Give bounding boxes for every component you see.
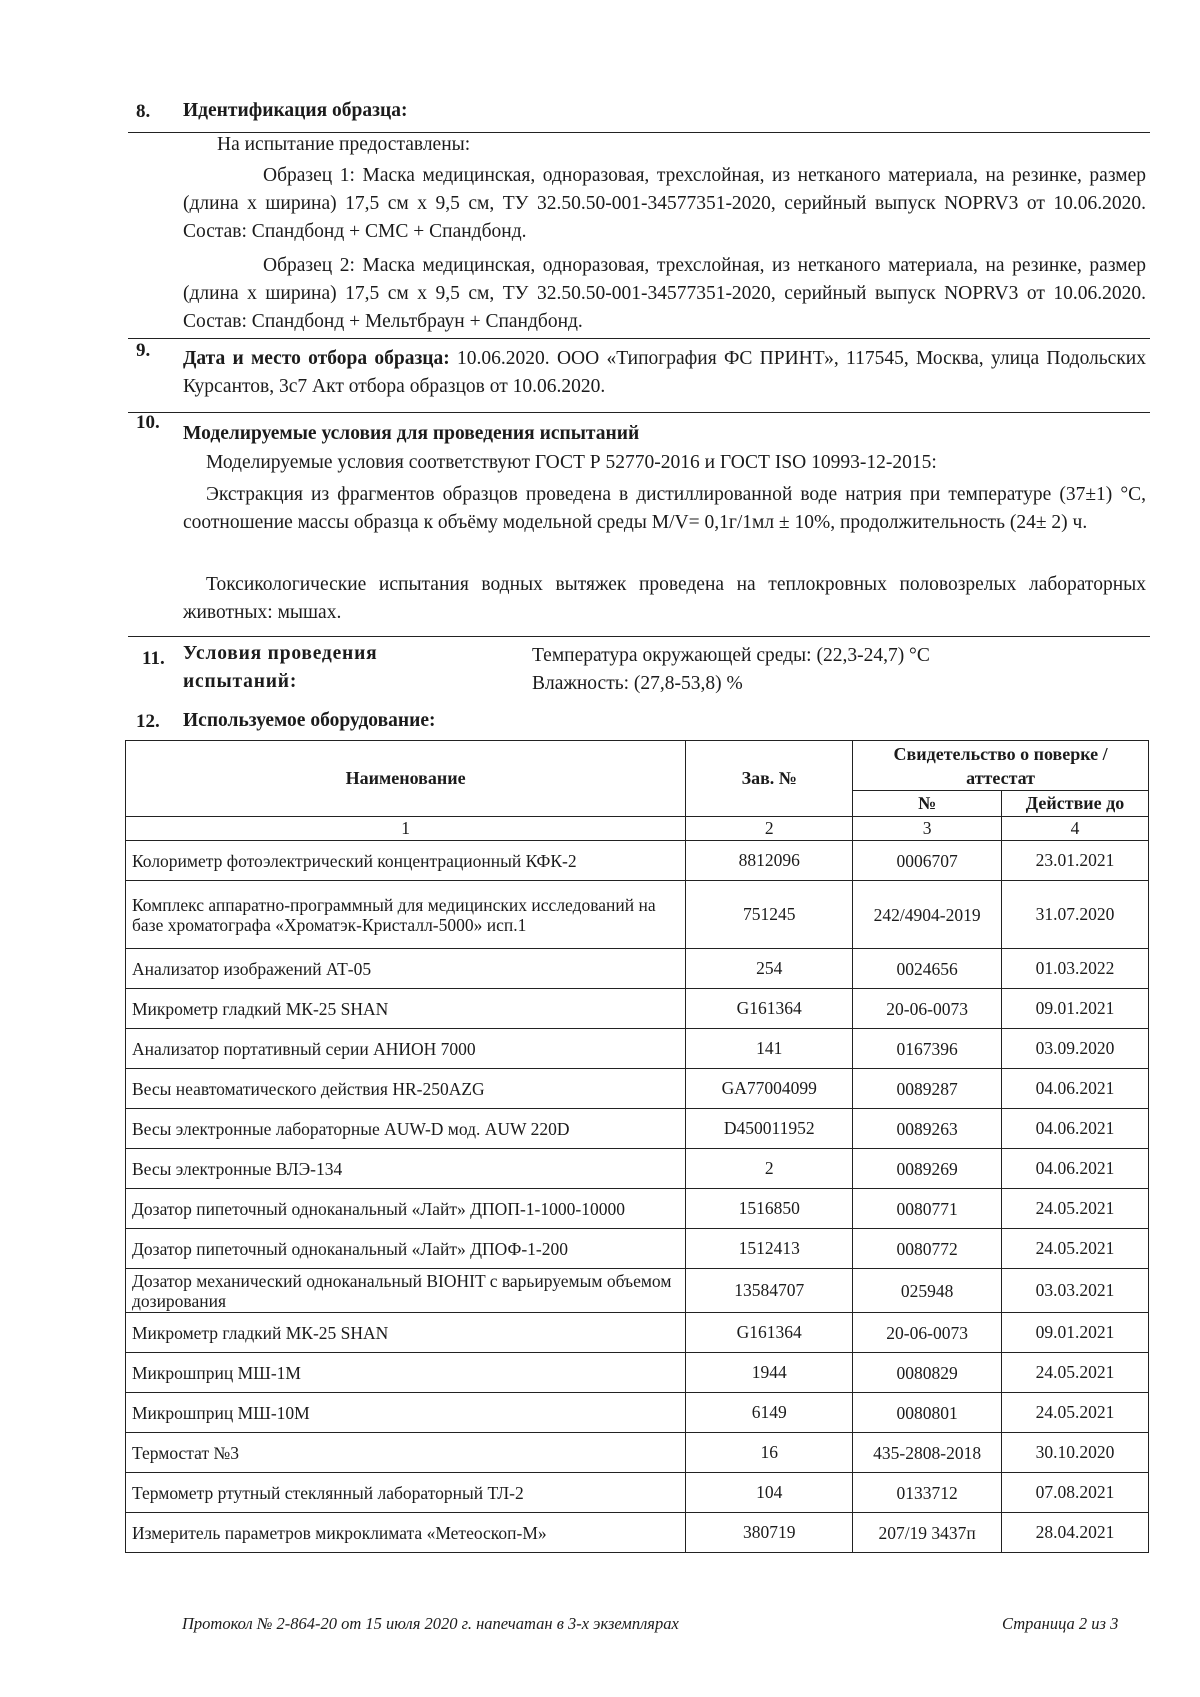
table-row — [126, 841, 1149, 881]
certificate-number: 0080829 — [853, 1353, 1002, 1393]
valid-until: 03.09.2020 — [1002, 1029, 1149, 1069]
column-number: 4 — [1002, 817, 1149, 841]
equipment-name: Весы неавтоматического действия HR-250AZG — [126, 1069, 686, 1109]
table-row — [126, 989, 1149, 1029]
certificate-number: 0006707 — [853, 841, 1002, 881]
equipment-name: Весы электронные ВЛЭ-134 — [126, 1149, 686, 1189]
section-8-number: 8. — [136, 101, 151, 122]
valid-until: 09.01.2021 — [1002, 1313, 1149, 1353]
certificate-number: 0024656 — [853, 949, 1002, 989]
valid-until: 07.08.2021 — [1002, 1473, 1149, 1513]
footer-protocol: Протокол № 2-864-20 от 15 июля 2020 г. напечатан в 3-х экземплярах — [182, 1614, 679, 1633]
equipment-name: Измеритель параметров микроклимата «Метеоскоп-М» — [126, 1513, 686, 1553]
section-10-title: Моделируемые условия для проведения испытаний — [183, 423, 640, 444]
humidity: Влажность: (27,8-53,8) % — [532, 673, 743, 694]
column-number: 1 — [126, 817, 686, 841]
column-numbers-row — [126, 817, 1149, 841]
section-9-title: Дата и место отбора образца: — [183, 348, 450, 369]
certificate-number: 0167396 — [853, 1029, 1002, 1069]
equipment-name: Колориметр фотоэлектрический концентрационный КФК-2 — [126, 841, 686, 881]
valid-until: 04.06.2021 — [1002, 1069, 1149, 1109]
serial-number: 104 — [686, 1473, 853, 1513]
equipment-name: Анализатор изображений АТ-05 — [126, 949, 686, 989]
serial-number: 141 — [686, 1029, 853, 1069]
ambient-temperature: Температура окружающей среды: (22,3-24,7) °С — [532, 645, 930, 666]
valid-until: 28.04.2021 — [1002, 1513, 1149, 1553]
equipment-table — [125, 740, 1149, 1553]
equipment-name: Анализатор портативный серии АНИОН 7000 — [126, 1029, 686, 1069]
valid-until: 01.03.2022 — [1002, 949, 1149, 989]
sample-1-description: Образец 1: Маска медицинская, одноразовая, трехслойная, из нетканого материала, на резинке, размер (длина х ширина) 17,5 см х 9,5 см, ТУ 32.50.50-001-34577351-2020, серийный выпуск NOPRV3 от 10.06.2020. Состав: Спандбонд + СМС + Спандбонд. — [183, 165, 1146, 242]
certificate-number: 025948 — [853, 1269, 1002, 1313]
table-row — [126, 949, 1149, 989]
table-row — [126, 1393, 1149, 1433]
certificate-number: 0133712 — [853, 1473, 1002, 1513]
serial-number: 1512413 — [686, 1229, 853, 1269]
serial-number: 8812096 — [686, 841, 853, 881]
serial-number: 2 — [686, 1149, 853, 1189]
section-12-number: 12. — [136, 711, 160, 732]
column-number: 2 — [686, 817, 853, 841]
valid-until: 04.06.2021 — [1002, 1149, 1149, 1189]
equipment-name: Весы электронные лабораторные AUW-D мод. AUW 220D — [126, 1109, 686, 1149]
section-9-number: 9. — [136, 340, 151, 361]
table-row — [126, 1473, 1149, 1513]
section-9-body: 10.06.2020. ООО «Типография ФС ПРИНТ», 117545, Москва, улица Подольских Курсантов, 3с7 Акт отбора образцов от 10.06.2020. — [183, 348, 1146, 397]
section-divider — [128, 412, 1150, 413]
serial-number: 13584707 — [686, 1269, 853, 1313]
certificate-number: 0089263 — [853, 1109, 1002, 1149]
serial-number: 6149 — [686, 1393, 853, 1433]
header-serial-number: Зав. № — [686, 741, 853, 817]
equipment-name: Комплекс аппаратно-программный для медицинских исследований на базе хроматографа «Хроматэк-Кристалл-5000» исп.1 — [126, 881, 686, 949]
serial-number: GA77004099 — [686, 1069, 853, 1109]
table-row — [126, 1029, 1149, 1069]
section-9-text — [183, 345, 1146, 401]
header-name: Наименование — [126, 741, 686, 817]
certificate-number: 207/19 3437п — [853, 1513, 1002, 1553]
section-10-paragraph-3: Токсикологические испытания водных вытяжек проведена на теплокровных половозрелых лабораторных животных: мышах. — [183, 574, 1146, 623]
column-number: 3 — [853, 817, 1002, 841]
footer-page-number: Страница 2 из 3 — [1002, 1614, 1119, 1633]
valid-until: 24.05.2021 — [1002, 1229, 1149, 1269]
valid-until: 24.05.2021 — [1002, 1353, 1149, 1393]
certificate-number: 242/4904-2019 — [853, 881, 1002, 949]
serial-number: 380719 — [686, 1513, 853, 1553]
serial-number: D450011952 — [686, 1109, 853, 1149]
table-row — [126, 1313, 1149, 1353]
table-row — [126, 1149, 1149, 1189]
certificate-number: 0080801 — [853, 1393, 1002, 1433]
equipment-name: Микрометр гладкий МК-25 SHAN — [126, 1313, 686, 1353]
equipment-name: Микрометр гладкий МК-25 SHAN — [126, 989, 686, 1029]
section-10-paragraph-2: Экстракция из фрагментов образцов проведена в дистиллированной воде натрия при температуре (37±1) °С, соотношение массы образца к объёму модельной среды M/V= 0,1г/1мл ± 10%, продолжительность (24± 2) ч. — [183, 484, 1146, 533]
header-certificate-number: № — [853, 791, 1002, 817]
section-divider — [128, 132, 1150, 133]
valid-until: 31.07.2020 — [1002, 881, 1149, 949]
serial-number: 751245 — [686, 881, 853, 949]
section-11-title-line-1: Условия проведения — [183, 643, 378, 664]
certificate-number: 20-06-0073 — [853, 989, 1002, 1029]
table-row — [126, 1353, 1149, 1393]
equipment-name: Дозатор пипеточный одноканальный «Лайт» ДПОП-1-1000-10000 — [126, 1189, 686, 1229]
serial-number: 254 — [686, 949, 853, 989]
section-10-number: 10. — [136, 412, 160, 433]
certificate-number: 435-2808-2018 — [853, 1433, 1002, 1473]
table-row — [126, 1513, 1149, 1553]
table-row — [126, 881, 1149, 949]
valid-until: 09.01.2021 — [1002, 989, 1149, 1029]
table-row — [126, 1269, 1149, 1313]
serial-number: 1516850 — [686, 1189, 853, 1229]
section-11-number: 11. — [142, 648, 165, 669]
serial-number: 1944 — [686, 1353, 853, 1393]
section-12-title: Используемое оборудование: — [183, 710, 436, 731]
certificate-number: 0089269 — [853, 1149, 1002, 1189]
header-certificate: Свидетельство о поверке / аттестат — [853, 741, 1149, 791]
table-row — [126, 1433, 1149, 1473]
section-divider — [128, 338, 1150, 339]
certificate-number: 0080771 — [853, 1189, 1002, 1229]
valid-until: 04.06.2021 — [1002, 1109, 1149, 1149]
serial-number: G161364 — [686, 989, 853, 1029]
section-8-intro: На испытание предоставлены: — [217, 134, 471, 155]
equipment-name: Микрошприц МШ-10М — [126, 1393, 686, 1433]
table-row — [126, 1229, 1149, 1269]
equipment-table-body — [126, 841, 1149, 1553]
valid-until: 30.10.2020 — [1002, 1433, 1149, 1473]
table-row — [126, 1069, 1149, 1109]
section-divider — [128, 636, 1150, 637]
serial-number: G161364 — [686, 1313, 853, 1353]
sample-2-description: Образец 2: Маска медицинская, одноразовая, трехслойная, из нетканого материала, на резинке, размер (длина х ширина) 17,5 см х 9,5 см, ТУ 32.50.50-001-34577351-2020, серийный выпуск NOPRV3 от 10.06.2020. Состав: Спандбонд + Мельтбраун + Спандбонд. — [183, 255, 1146, 332]
equipment-name: Термостат №3 — [126, 1433, 686, 1473]
valid-until: 24.05.2021 — [1002, 1393, 1149, 1433]
header-valid-until: Действие до — [1002, 791, 1149, 817]
certificate-number: 0089287 — [853, 1069, 1002, 1109]
equipment-name: Дозатор пипеточный одноканальный «Лайт» ДПОФ-1-200 — [126, 1229, 686, 1269]
serial-number: 16 — [686, 1433, 853, 1473]
section-10-paragraph-1: Моделируемые условия соответствуют ГОСТ Р 52770-2016 и ГОСТ ISO 10993-12-2015: — [206, 452, 937, 473]
equipment-name: Микрошприц МШ-1М — [126, 1353, 686, 1393]
equipment-name: Термометр ртутный стеклянный лабораторный ТЛ-2 — [126, 1473, 686, 1513]
valid-until: 23.01.2021 — [1002, 841, 1149, 881]
section-11-title-line-2: испытаний: — [183, 671, 298, 692]
certificate-number: 0080772 — [853, 1229, 1002, 1269]
valid-until: 03.03.2021 — [1002, 1269, 1149, 1313]
table-row — [126, 1109, 1149, 1149]
table-row — [126, 1189, 1149, 1229]
certificate-number: 20-06-0073 — [853, 1313, 1002, 1353]
valid-until: 24.05.2021 — [1002, 1189, 1149, 1229]
section-8-title: Идентификация образца: — [183, 100, 408, 121]
equipment-name: Дозатор механический одноканальный BIOHIT с варьируемым объемом дозирования — [126, 1269, 686, 1313]
